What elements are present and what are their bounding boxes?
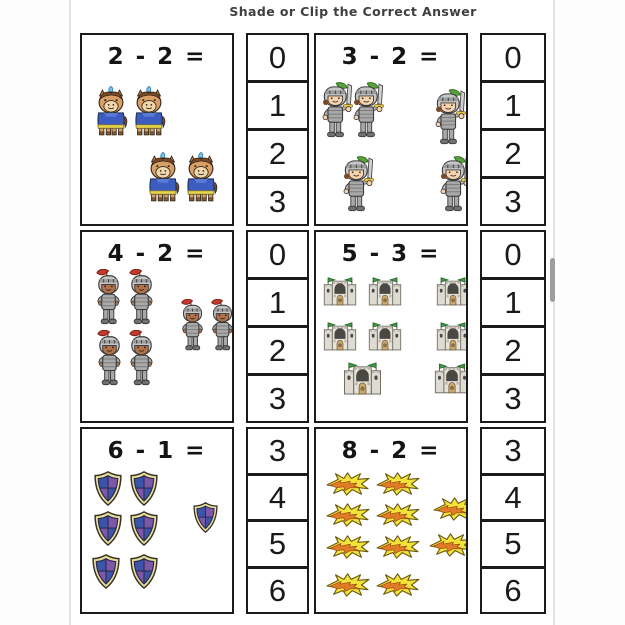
answer-number: 3 bbox=[504, 184, 522, 219]
answer-number: 2 bbox=[268, 333, 287, 368]
answer-cell[interactable] bbox=[480, 81, 546, 130]
answer-number: 4 bbox=[504, 479, 522, 515]
knight-sword-icon bbox=[436, 156, 468, 213]
pony-icon bbox=[92, 86, 130, 138]
answer-number: 3 bbox=[268, 381, 287, 416]
flame-icon bbox=[326, 471, 371, 497]
knight-sword-icon bbox=[349, 82, 389, 139]
answer-cell[interactable] bbox=[480, 230, 546, 279]
answer-cell[interactable] bbox=[246, 177, 309, 226]
answer-number: 3 bbox=[268, 433, 287, 469]
knight-sword-icon bbox=[431, 89, 468, 146]
knight-red-plume-icon bbox=[93, 269, 124, 327]
answer-number: 1 bbox=[268, 88, 287, 123]
castle-icon bbox=[436, 275, 468, 306]
castle-icon bbox=[323, 320, 357, 351]
answer-cell[interactable] bbox=[480, 474, 546, 522]
flame-icon bbox=[326, 572, 371, 598]
answer-number: 1 bbox=[268, 285, 287, 320]
shield-icon bbox=[129, 471, 159, 506]
pony-icon bbox=[130, 86, 168, 138]
answer-column bbox=[480, 230, 546, 423]
shield-icon bbox=[91, 554, 121, 589]
answer-cell[interactable] bbox=[246, 33, 309, 82]
flame-icon bbox=[376, 502, 421, 528]
answer-cell[interactable] bbox=[480, 278, 546, 327]
pony-icon bbox=[144, 152, 182, 204]
answer-number: 0 bbox=[268, 40, 287, 75]
answer-number: 6 bbox=[268, 572, 287, 608]
answer-number: 0 bbox=[268, 237, 287, 272]
problem-text: 4 - 2 = bbox=[107, 241, 207, 267]
answer-cell[interactable] bbox=[480, 33, 546, 82]
knight-sword-icon bbox=[339, 156, 379, 213]
answer-number: 2 bbox=[504, 136, 522, 171]
answer-cell[interactable] bbox=[246, 278, 309, 327]
answer-cell[interactable] bbox=[246, 230, 309, 279]
knight-red-plume-icon bbox=[126, 269, 157, 327]
page-title: Shade or Clip the Correct Answer bbox=[229, 4, 477, 19]
shield-icon bbox=[129, 511, 159, 546]
answer-cell[interactable] bbox=[246, 427, 309, 475]
shield-icon bbox=[129, 554, 159, 589]
flame-icon bbox=[326, 534, 371, 560]
shield-icon bbox=[93, 471, 123, 506]
castle-icon bbox=[436, 320, 468, 351]
flame-icon bbox=[326, 502, 371, 528]
answer-cell[interactable] bbox=[246, 374, 309, 423]
subtraction-card-picture bbox=[314, 230, 468, 423]
answer-number: 0 bbox=[504, 40, 522, 75]
castle-icon bbox=[368, 275, 402, 306]
answer-cell[interactable] bbox=[246, 567, 309, 615]
answer-column bbox=[246, 33, 309, 226]
answer-column bbox=[480, 33, 546, 226]
castle-icon bbox=[343, 360, 382, 395]
answer-cell[interactable] bbox=[246, 520, 309, 568]
answer-column bbox=[246, 427, 309, 614]
castle-icon bbox=[368, 320, 402, 351]
flame-icon bbox=[433, 496, 468, 522]
answer-number: 2 bbox=[504, 333, 522, 368]
problem-text: 6 - 1 = bbox=[107, 438, 207, 464]
subtraction-card-picture bbox=[80, 427, 234, 614]
answer-cell[interactable] bbox=[480, 177, 546, 226]
answer-cell[interactable] bbox=[480, 427, 546, 475]
answer-cell[interactable] bbox=[246, 81, 309, 130]
answer-cell[interactable] bbox=[480, 326, 546, 375]
answer-number: 5 bbox=[504, 526, 522, 562]
answer-number: 3 bbox=[504, 433, 522, 469]
answer-number: 4 bbox=[268, 479, 287, 515]
answer-number: 0 bbox=[504, 237, 522, 272]
shield-icon bbox=[192, 502, 219, 533]
answer-number: 2 bbox=[268, 136, 287, 171]
answer-cell[interactable] bbox=[480, 567, 546, 615]
flame-icon bbox=[429, 532, 468, 558]
answer-number: 3 bbox=[268, 184, 287, 219]
answer-column bbox=[246, 230, 309, 423]
castle-icon bbox=[323, 275, 357, 306]
answer-number: 6 bbox=[504, 572, 522, 608]
scrollbar-thumb[interactable] bbox=[550, 258, 555, 302]
knight-red-plume-icon bbox=[94, 330, 125, 388]
shield-icon bbox=[93, 511, 123, 546]
problem-text: 3 - 2 = bbox=[341, 44, 441, 70]
answer-number: 5 bbox=[268, 526, 287, 562]
knight-red-plume-icon bbox=[178, 299, 207, 353]
answer-number: 1 bbox=[504, 88, 522, 123]
subtraction-card-picture bbox=[80, 230, 234, 423]
knight-red-plume-icon bbox=[208, 299, 234, 353]
answer-cell[interactable] bbox=[246, 326, 309, 375]
subtraction-card-picture bbox=[314, 33, 468, 226]
problem-text: 5 - 3 = bbox=[341, 241, 441, 267]
answer-cell[interactable] bbox=[480, 520, 546, 568]
castle-icon bbox=[434, 361, 468, 394]
answer-cell[interactable] bbox=[480, 129, 546, 178]
answer-number: 3 bbox=[504, 381, 522, 416]
knight-red-plume-icon bbox=[126, 330, 157, 388]
flame-icon bbox=[376, 534, 421, 560]
pony-icon bbox=[182, 152, 220, 204]
worksheet-page bbox=[69, 0, 555, 625]
answer-cell[interactable] bbox=[246, 129, 309, 178]
subtraction-card-picture bbox=[314, 427, 468, 614]
answer-cell[interactable] bbox=[480, 374, 546, 423]
flame-icon bbox=[376, 572, 421, 598]
answer-cell[interactable] bbox=[246, 474, 309, 522]
answer-number: 1 bbox=[504, 285, 522, 320]
flame-icon bbox=[376, 471, 421, 497]
problem-text: 2 - 2 = bbox=[107, 44, 207, 70]
problem-text: 8 - 2 = bbox=[341, 438, 441, 464]
answer-column bbox=[480, 427, 546, 614]
subtraction-card-picture bbox=[80, 33, 234, 226]
